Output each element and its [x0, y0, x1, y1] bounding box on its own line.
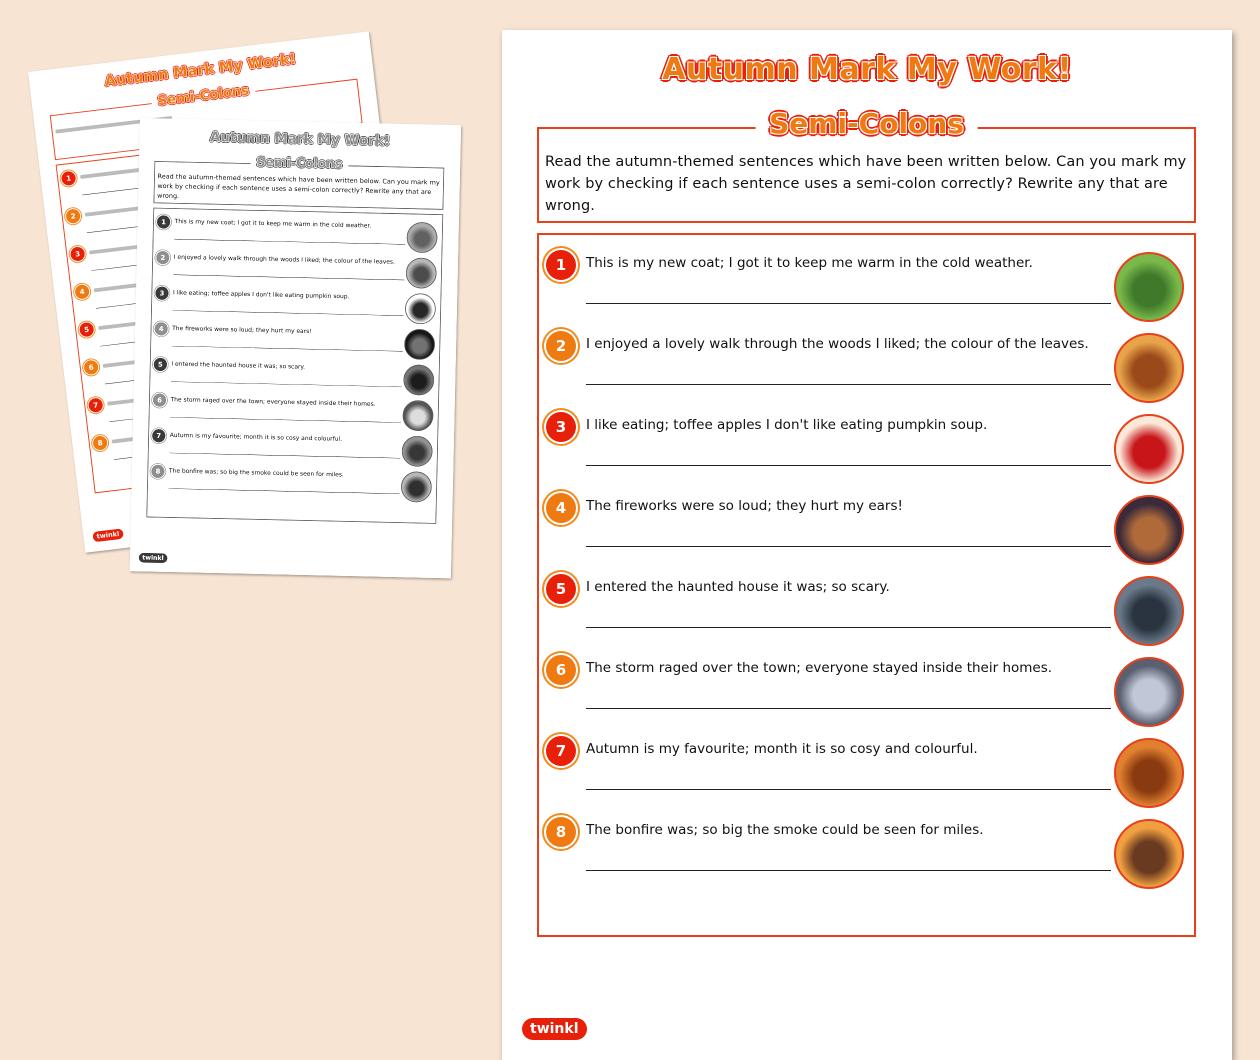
coat-icon [406, 222, 437, 253]
worksheet-page [502, 30, 1232, 1060]
sentence-text: I enjoyed a lovely walk through the woods I liked; the colour of the leaves. [173, 253, 396, 266]
worksheet-subtitle: Semi-Colons [755, 107, 978, 140]
sentence-text: Autumn is my favourite; month it is so cosy and colourful. [586, 741, 978, 757]
autumn-icon [1114, 738, 1184, 808]
sentence-item [539, 241, 1194, 322]
number-badge: 3 [546, 412, 576, 442]
rewrite-line[interactable] [169, 488, 400, 494]
rewrite-line[interactable] [173, 275, 404, 281]
number-badge: 4 [546, 493, 576, 523]
number-badge: 1 [61, 171, 77, 187]
sentence-text: The bonfire was; so big the smoke could be seen for miles. [168, 467, 344, 479]
number-badge: 6 [153, 393, 166, 406]
number-badge: 6 [83, 360, 99, 376]
rewrite-line[interactable] [586, 384, 1111, 385]
rewrite-line[interactable] [586, 789, 1111, 790]
sentence-item [539, 808, 1194, 889]
rewrite-line[interactable] [586, 303, 1111, 304]
number-badge: 1 [157, 215, 170, 228]
number-badge: 4 [154, 322, 167, 335]
number-badge: 2 [65, 208, 81, 224]
worksheet-subtitle: Semi-Colons [150, 81, 256, 109]
sentence-text: This is my new coat; I got it to keep me warm in the cold weather. [586, 255, 1033, 271]
sentence-item [539, 565, 1194, 646]
storm-icon [402, 400, 433, 431]
sentence-text: I entered the haunted house it was; so scary. [586, 579, 890, 595]
rewrite-line[interactable] [586, 546, 1111, 547]
rewrite-line[interactable] [586, 870, 1111, 871]
sentence-item [539, 484, 1194, 565]
rewrite-line[interactable] [586, 708, 1111, 709]
fireworks-icon [404, 329, 435, 360]
sentence-item [539, 646, 1194, 727]
worksheet-title: Autumn Mark My Work! [104, 50, 298, 90]
worksheet-title: Autumn Mark My Work! [662, 52, 1072, 87]
fireworks-icon [1114, 495, 1184, 565]
instructions-text: Read the autumn-themed sentences which have been written below. Can you mark my work by checking if each sentence uses a semi-colon correctly? Rewrite any that are wrong. [545, 154, 1187, 214]
storm-icon [1114, 657, 1184, 727]
worksheet-preview-bw [130, 118, 461, 578]
number-badge: 7 [152, 429, 165, 442]
sentence-text: The fireworks were so loud; they hurt my ears! [586, 498, 903, 514]
leaves-icon [1114, 333, 1184, 403]
number-badge: 3 [70, 246, 86, 262]
rewrite-line[interactable] [174, 239, 405, 245]
sentence-text: I entered the haunted house it was; so scary. [171, 360, 306, 371]
sentence-text: This is my new coat; I got it to keep me warm in the cold weather. [174, 217, 372, 230]
autumn-icon [401, 436, 432, 467]
sentence-text: Autumn is my favourite; month it is so cosy and colourful. [169, 431, 343, 443]
sentence-item [148, 461, 437, 503]
twinkl-logo: twinkl [139, 553, 168, 563]
sentence-text: The fireworks were so loud; they hurt my ears! [172, 324, 312, 335]
number-badge: 2 [156, 251, 169, 264]
number-badge: 5 [79, 322, 95, 338]
number-badge: 5 [546, 574, 576, 604]
number-badge: 3 [155, 286, 168, 299]
sentence-text: The bonfire was; so big the smoke could be seen for miles. [586, 822, 984, 838]
sentence-text: The storm raged over the town; everyone stayed inside their homes. [170, 395, 376, 408]
number-badge: 2 [546, 331, 576, 361]
number-badge: 1 [546, 250, 576, 280]
sentence-text: I enjoyed a lovely walk through the woods I liked; the colour of the leaves. [586, 336, 1089, 352]
number-badge: 7 [88, 397, 104, 413]
number-badge: 8 [92, 435, 108, 451]
bonfire-icon [401, 471, 432, 502]
rewrite-line[interactable] [586, 627, 1111, 628]
bonfire-icon [1114, 819, 1184, 889]
rewrite-line[interactable] [586, 465, 1111, 466]
number-badge: 6 [546, 655, 576, 685]
worksheet-title: Autumn Mark My Work! [209, 129, 391, 149]
toffee-apple-icon [405, 293, 436, 324]
twinkl-logo: twinkl [92, 528, 123, 542]
number-badge: 8 [546, 817, 576, 847]
rewrite-line[interactable] [173, 310, 404, 316]
instructions-text: Read the autumn-themed sentences which have been written below. Can you mark my work by checking if each sentence uses a semi-colon correctly? Rewrite any that are wrong. [157, 172, 440, 200]
number-badge: 5 [154, 358, 167, 371]
haunted-house-icon [1114, 576, 1184, 646]
sentence-list [146, 208, 443, 524]
sentence-item [539, 403, 1194, 484]
toffee-apple-icon [1114, 414, 1184, 484]
rewrite-line[interactable] [170, 417, 401, 423]
twinkl-logo: twinkl [522, 1018, 587, 1040]
rewrite-line[interactable] [171, 381, 402, 387]
sentence-text: I like eating; toffee apples I don't like eating pumpkin soup. [172, 289, 350, 301]
sentence-text: I like eating; toffee apples I don't like eating pumpkin soup. [586, 417, 988, 433]
rewrite-line[interactable] [169, 453, 400, 459]
instructions-box [537, 107, 1196, 223]
sentence-item [539, 322, 1194, 403]
haunted-house-icon [403, 364, 434, 395]
sentence-item [539, 727, 1194, 808]
rewrite-line[interactable] [172, 346, 403, 352]
sentence-text: The storm raged over the town; everyone stayed inside their homes. [586, 660, 1053, 676]
leaves-icon [405, 257, 436, 288]
number-badge: 7 [546, 736, 576, 766]
number-badge: 4 [74, 284, 90, 300]
number-badge: 8 [151, 465, 164, 478]
sentence-list [537, 233, 1196, 937]
coat-icon [1114, 252, 1184, 322]
instructions-box [153, 154, 444, 210]
worksheet-subtitle: Semi-Colons [250, 154, 348, 171]
